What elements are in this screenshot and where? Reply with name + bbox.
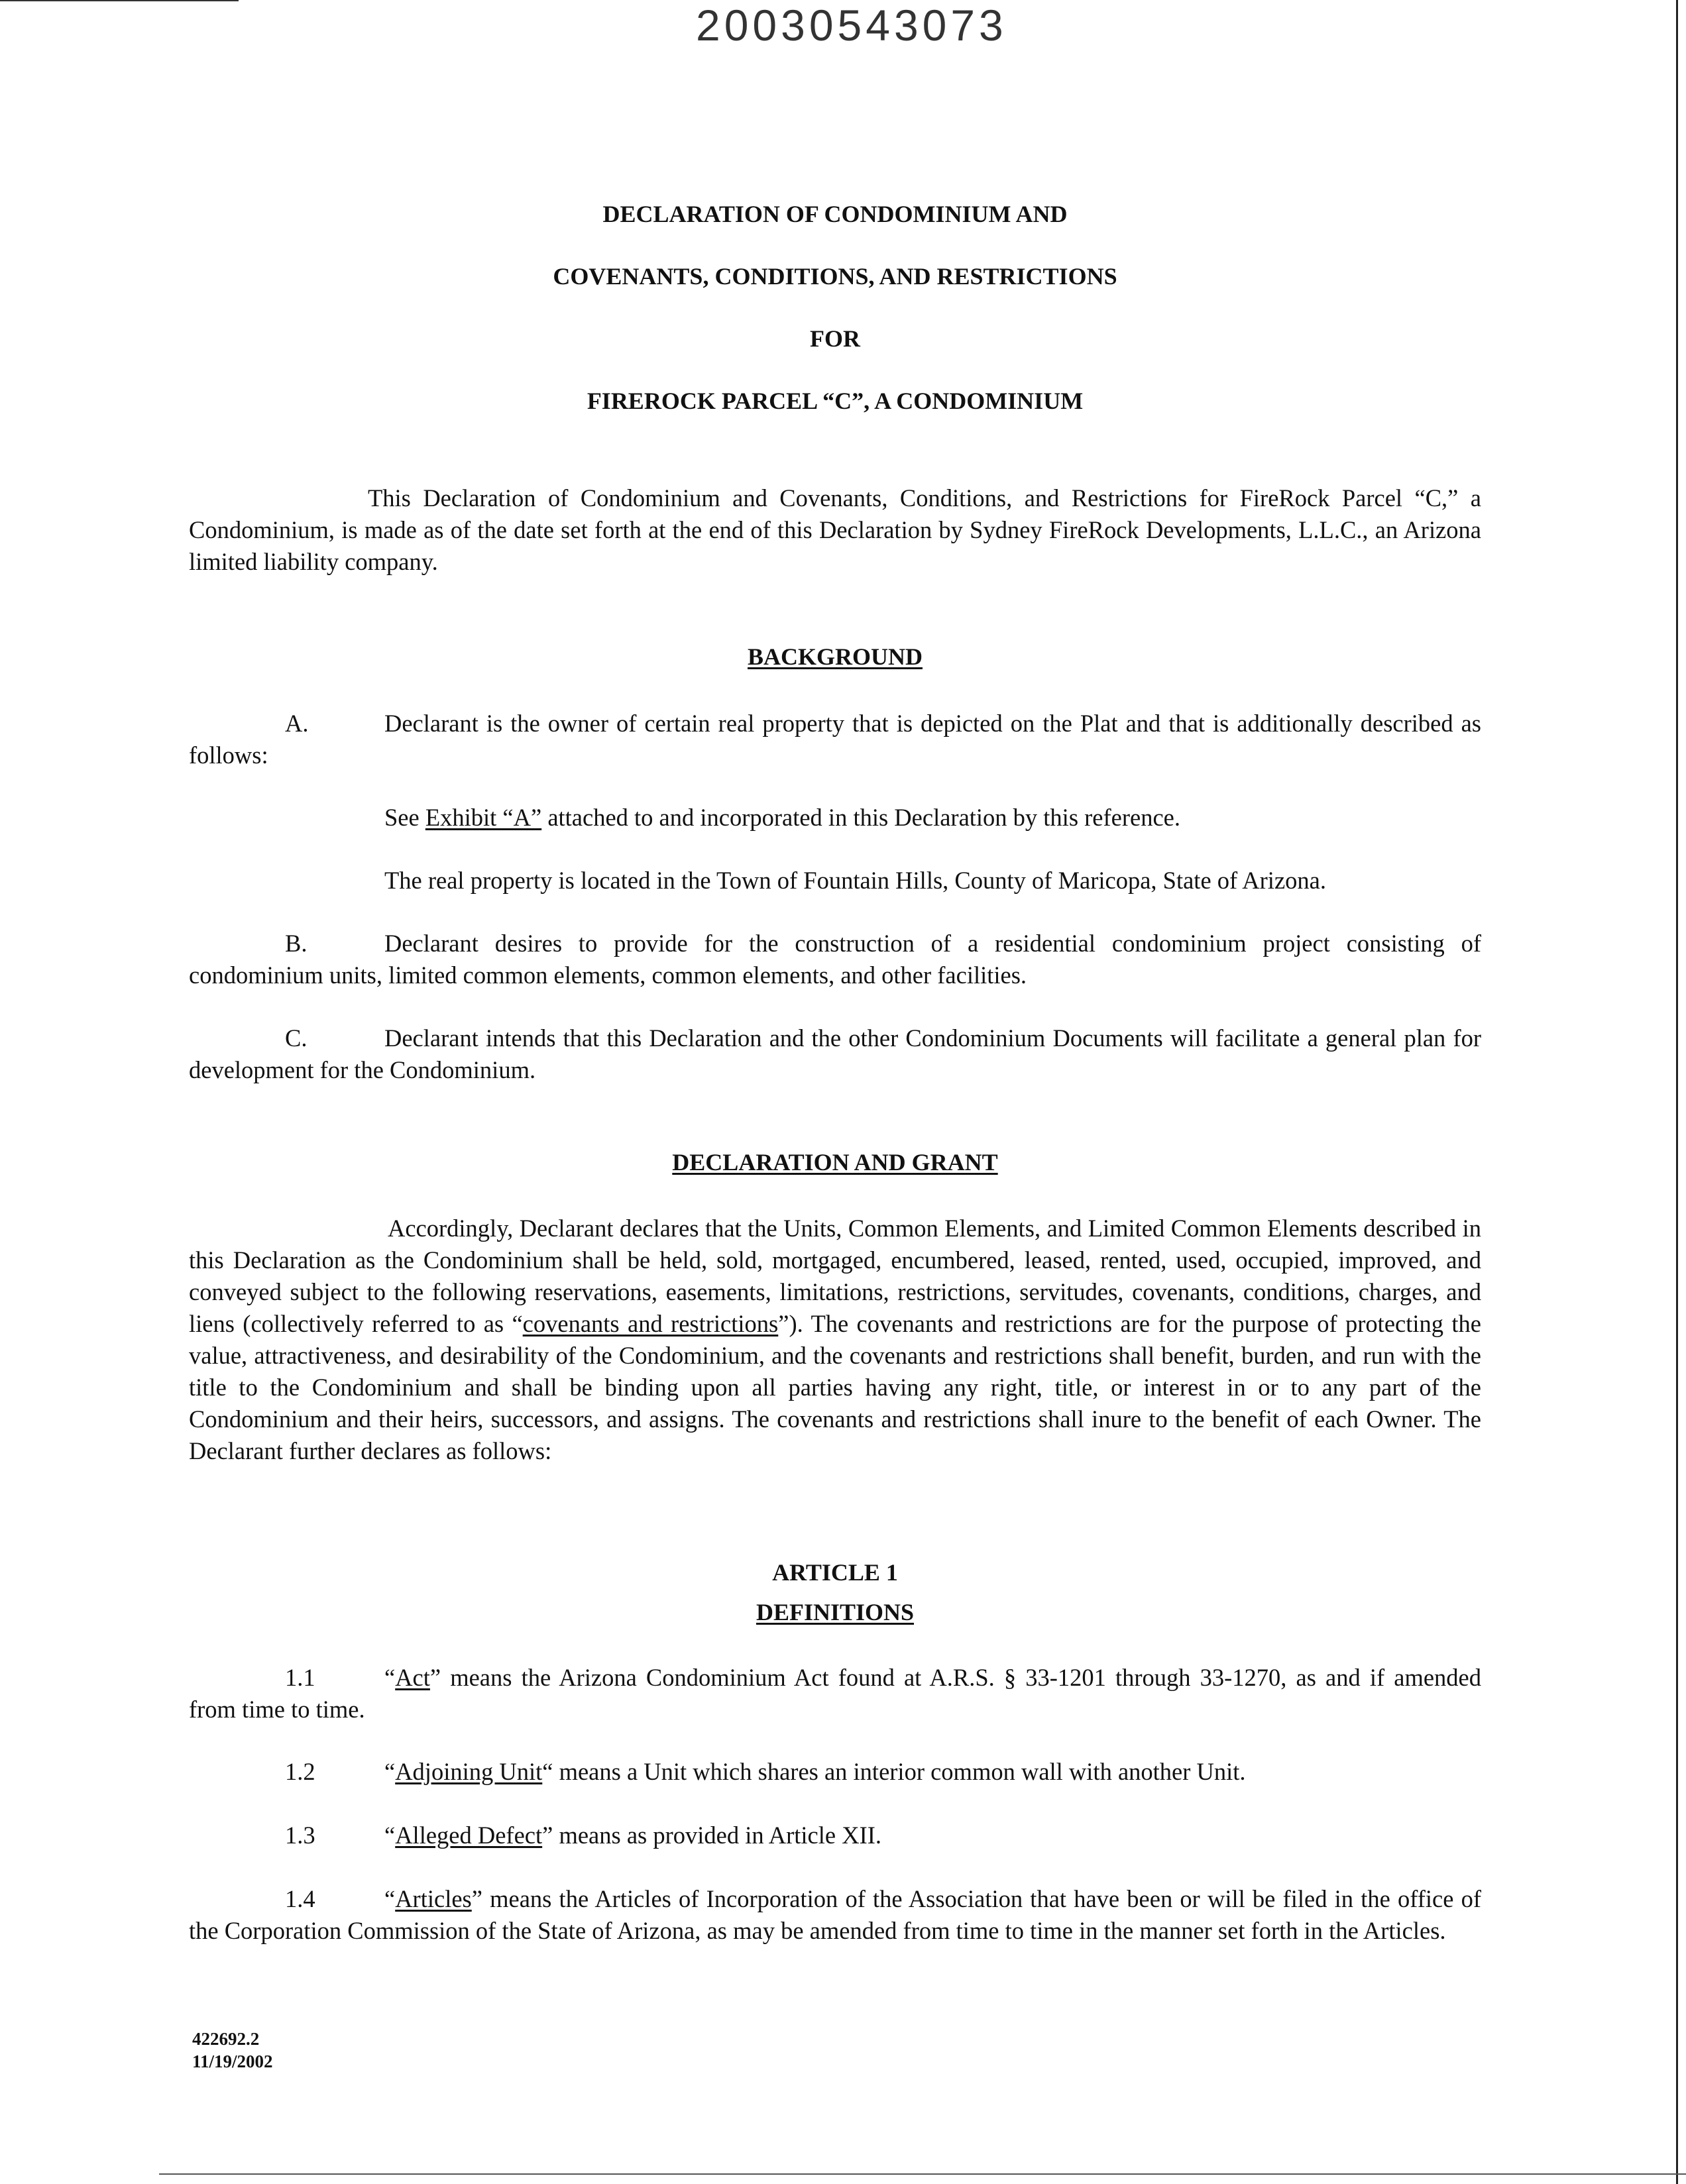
document-number: 20030543073 (696, 1, 1007, 50)
background-heading-text: BACKGROUND (747, 643, 923, 670)
definition-text: means as provided in Article XII. (553, 1822, 881, 1849)
definition-number: 1.4 (285, 1885, 315, 1912)
exhibit-pre: See (384, 804, 425, 831)
exhibit-reference (384, 802, 1485, 834)
article-1-heading-text: DEFINITIONS (756, 1599, 915, 1625)
definition-number: 1.3 (285, 1822, 315, 1849)
article-1-label: ARTICLE 1 (772, 1559, 898, 1586)
definition-number: 1.1 (285, 1664, 315, 1691)
definition-1-2: 1.2 “Adjoining Unit“ means a Unit which shares an interior common wall with another Unit. (189, 1756, 1481, 1788)
item-c-label: C. (285, 1024, 308, 1052)
intro-paragraph (189, 482, 1481, 578)
footer-date: 11/19/2002 (192, 2051, 273, 2071)
definition-number: 1.2 (285, 1758, 315, 1785)
item-a-label: A. (285, 710, 309, 737)
intro-text: This Declaration of Condominium and Covenants, Conditions, and Restrictions for FireRock Parcel “C,” a Condominium, is made as of the date set forth at the end of this Declaration by Sydney FireRock Developments, L.L.C., an Arizona limited liability company. (189, 484, 1481, 575)
definition-term: Alleged Defect (395, 1822, 543, 1849)
background-heading (186, 643, 1485, 671)
definition-1-1: 1.1 “Act” means the Arizona Condominium Act found at A.R.S. § 33-1201 through 33-1270, as and if amended from time to time. (189, 1662, 1481, 1725)
grant-paragraph (189, 1213, 1481, 1467)
item-a-text: Declarant is the owner of certain real property that is depicted on the Plat and that is additionally described as follows: (189, 710, 1481, 769)
title-line-2: COVENANTS, CONDITIONS, AND RESTRICTIONS (553, 263, 1117, 290)
item-b-label: B. (285, 930, 308, 957)
definition-text: means the Articles of Incorporation of the Association that have been or will be filed in the office of the Corporation Commission of the State of Arizona, as may be amended from time to time in the manner set forth in the Articles. (189, 1885, 1481, 1944)
grant-text-post: ”). The covenants and restrictions are for the purpose of protecting the value, attractiveness, and desirability of the Condominium, and the covenants and restrictions shall benefit, burden, and run with the title to the Condominium and shall be binding upon all parties having any right, title, or interest in or to any part of the Condominium and their heirs, successors, and assigns. The covenants and restrictions shall inure to the benefit of each Owner. The Declarant further declares as follows: (189, 1310, 1481, 1464)
bottom-rule (159, 2173, 1686, 2175)
definition-1-3: 1.3 “Alleged Defect” means as provided in Article XII. (189, 1820, 1481, 1851)
definition-text: means a Unit which shares an interior common wall with another Unit. (553, 1758, 1246, 1785)
covenants-term: covenants and restrictions (522, 1310, 779, 1337)
grant-heading (186, 1148, 1485, 1176)
exhibit-post: attached to and incorporated in this Declaration by this reference. (541, 804, 1180, 831)
definition-text: means the Arizona Condominium Act found at A.R.S. § 33-1201 through 33-1270, as and if amended from time to time. (189, 1664, 1481, 1723)
background-item-c (189, 1022, 1481, 1086)
definition-term: Act (395, 1664, 430, 1691)
grant-heading-text: DECLARATION AND GRANT (672, 1149, 998, 1175)
property-location: The real property is located in the Town of Fountain Hills, County of Maricopa, State of Arizona. (384, 867, 1326, 894)
definition-1-4: 1.4 “Articles” means the Articles of Incorporation of the Association that have been or will be filed in the office of the Corporation Commission of the State of Arizona, as may be amended from time to time in the manner set forth in the Articles. (189, 1883, 1481, 1947)
top-left-rule (0, 0, 239, 1)
background-item-b (189, 928, 1481, 991)
definition-term: Adjoining Unit (395, 1758, 543, 1785)
footer (192, 2028, 273, 2073)
background-item-a (189, 708, 1481, 771)
title-line-3: FOR (810, 325, 860, 352)
item-c-text: Declarant intends that this Declaration and the other Condominium Documents will facilitate a general plan for development for the Condominium. (189, 1024, 1481, 1083)
item-b-text: Declarant desires to provide for the construction of a residential condominium project consisting of condominium units, limited common elements, common elements, and other facilities. (189, 930, 1481, 989)
footer-doc-id: 422692.2 (192, 2029, 260, 2049)
right-margin-rule (1676, 0, 1678, 2184)
definition-term: Articles (395, 1885, 472, 1912)
exhibit-a-link: Exhibit “A” (425, 804, 542, 831)
grant-text-pre: Accordingly, Declarant declares that the Units, Common Elements, and Limited Common Elements described in this Declaration as the Condominium shall be held, sold, mortgaged, encumbered, leased, rented, used, occupied, improved, and conveyed subject to the following reservations, easements, limitations, restrictions, servitudes, covenants, conditions, charges, and liens (collectively referred to as “ (189, 1215, 1481, 1337)
article-1-heading (186, 1598, 1485, 1626)
title-line-1: DECLARATION OF CONDOMINIUM AND (602, 201, 1068, 227)
title-line-4: FIREROCK PARCEL “C”, A CONDOMINIUM (587, 388, 1084, 414)
